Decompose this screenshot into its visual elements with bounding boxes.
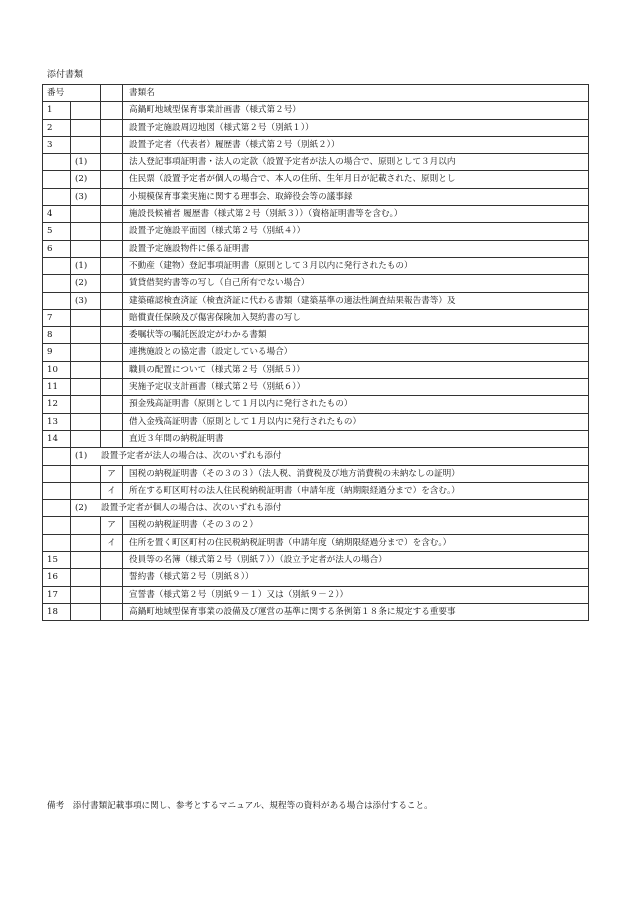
row-sub-number bbox=[71, 344, 101, 361]
row-item-mark bbox=[101, 240, 123, 257]
document-name-cell: 委嘱状等の嘱託医設定がわかる書類 bbox=[123, 327, 589, 344]
row-number: 11 bbox=[43, 379, 71, 396]
row-item-mark: イ bbox=[101, 482, 123, 499]
row-sub-number bbox=[71, 465, 101, 482]
sub-section-title: 設置予定者が法人の場合は、次のいずれも添付 bbox=[101, 451, 282, 462]
document-name-cell: 預金残高証明書（原則として１月以内に発行されたもの） bbox=[123, 396, 589, 413]
row-sub-number bbox=[71, 413, 101, 430]
document-name-cell: 住民票（設置予定者が個人の場合で、本人の住所、生年月日が記載された、原則とし bbox=[123, 171, 589, 188]
row-item-mark bbox=[101, 379, 123, 396]
document-name-cell: 設置予定施設周辺地図（様式第２号（別紙１）） bbox=[123, 119, 589, 136]
document-name-cell: 住所を置く町区町村の住民税納税証明書（申請年度（納期限経過分まで）を含む。） bbox=[123, 534, 589, 551]
sub-section-cell bbox=[71, 500, 589, 517]
row-item-mark bbox=[101, 171, 123, 188]
row-number bbox=[43, 171, 71, 188]
row-number: 16 bbox=[43, 569, 71, 586]
row-number bbox=[43, 500, 71, 517]
row-sub-number bbox=[71, 136, 101, 153]
row-sub-number bbox=[71, 396, 101, 413]
document-name-cell: 所在する町区町村の法人住民税納税証明書（申請年度（納期限経過分まで）を含む。） bbox=[123, 482, 589, 499]
document-name-cell: 誓約書（様式第２号（別紙８）） bbox=[123, 569, 589, 586]
document-name-cell: 借入金残高証明書（原則として１月以内に発行されたもの） bbox=[123, 413, 589, 430]
row-number: 10 bbox=[43, 361, 71, 378]
row-sub-number bbox=[71, 552, 101, 569]
row-sub-number: (1) bbox=[71, 154, 101, 171]
document-name-cell: 直近３年間の納税証明書 bbox=[123, 430, 589, 447]
table-row bbox=[43, 586, 589, 603]
row-sub-number bbox=[71, 379, 101, 396]
row-sub-number bbox=[71, 327, 101, 344]
attachments-table bbox=[42, 84, 589, 621]
document-name-cell: 連携施設との協定書（設定している場合） bbox=[123, 344, 589, 361]
row-sub-number: (2) bbox=[75, 503, 88, 514]
table-row bbox=[43, 413, 589, 430]
row-sub-number bbox=[71, 223, 101, 240]
row-number bbox=[43, 465, 71, 482]
document-name-cell: 国税の納税証明書（その３の２） bbox=[123, 517, 589, 534]
row-sub-number: (1) bbox=[71, 257, 101, 274]
row-sub-number bbox=[71, 586, 101, 603]
table-row bbox=[43, 396, 589, 413]
table-row bbox=[43, 102, 589, 119]
document-name-cell: 設置予定施設物件に係る証明書 bbox=[123, 240, 589, 257]
document-name-cell: 国税の納税証明書（その３の３）（法人税、消費税及び地方消費税の未納なしの証明） bbox=[123, 465, 589, 482]
row-number: 7 bbox=[43, 309, 71, 326]
row-sub-number bbox=[71, 240, 101, 257]
row-number: 18 bbox=[43, 603, 71, 620]
table-row bbox=[43, 500, 589, 517]
row-number: 3 bbox=[43, 136, 71, 153]
document-name-cell: 設置予定施設平面図（様式第２号（別紙４）） bbox=[123, 223, 589, 240]
row-number bbox=[43, 275, 71, 292]
row-item-mark bbox=[101, 102, 123, 119]
row-sub-number bbox=[71, 482, 101, 499]
table-row bbox=[43, 534, 589, 551]
row-item-mark bbox=[101, 396, 123, 413]
row-item-mark bbox=[101, 206, 123, 223]
document-title: 添付書類 bbox=[47, 70, 84, 80]
row-item-mark bbox=[101, 361, 123, 378]
row-number: 1 bbox=[43, 102, 71, 119]
sub-section-title: 設置予定者が個人の場合は、次のいずれも添付 bbox=[101, 503, 282, 514]
document-name-cell: 施設長候補者 履歴書（様式第２号（別紙３））（資格証明書等を含む。） bbox=[123, 206, 589, 223]
table-row bbox=[43, 465, 589, 482]
row-sub-number bbox=[71, 361, 101, 378]
row-sub-number bbox=[71, 430, 101, 447]
table-row bbox=[43, 327, 589, 344]
row-sub-number bbox=[71, 206, 101, 223]
table-row bbox=[43, 257, 589, 274]
row-item-mark bbox=[101, 275, 123, 292]
row-sub-number bbox=[71, 102, 101, 119]
row-number: 14 bbox=[43, 430, 71, 447]
row-item-mark: イ bbox=[101, 534, 123, 551]
document-name-cell: 不動産（建物）登記事項証明書（原則として３月以内に発行されたもの） bbox=[123, 257, 589, 274]
document-name-cell: 職員の配置について（様式第２号（別紙５）） bbox=[123, 361, 589, 378]
row-sub-number bbox=[71, 534, 101, 551]
row-item-mark: ア bbox=[101, 465, 123, 482]
remarks-note: 備考 添付書類記載事項に関し、参考とするマニュアル、規程等の資料がある場合は添付すること。 bbox=[47, 801, 433, 811]
row-item-mark bbox=[101, 119, 123, 136]
row-number: 5 bbox=[43, 223, 71, 240]
row-item-mark bbox=[101, 327, 123, 344]
row-sub-number: (3) bbox=[71, 292, 101, 309]
row-number: 17 bbox=[43, 586, 71, 603]
row-number bbox=[43, 482, 71, 499]
row-item-mark bbox=[101, 569, 123, 586]
row-item-mark bbox=[101, 188, 123, 205]
header-number: 番号 bbox=[43, 85, 101, 102]
row-sub-number bbox=[71, 119, 101, 136]
table-row bbox=[43, 430, 589, 447]
row-item-mark bbox=[101, 309, 123, 326]
table-row bbox=[43, 223, 589, 240]
row-number bbox=[43, 534, 71, 551]
document-name-cell: 高鍋町地域型保育事業の設備及び運営の基準に関する条例第１８条に規定する重要事 bbox=[123, 603, 589, 620]
row-item-mark bbox=[101, 603, 123, 620]
row-item-mark bbox=[101, 154, 123, 171]
document-name-cell: 役員等の名簿（様式第２号（別紙７））（設立予定者が法人の場合） bbox=[123, 552, 589, 569]
table-row bbox=[43, 240, 589, 257]
row-item-mark bbox=[101, 136, 123, 153]
header-document-name: 書類名 bbox=[123, 85, 589, 102]
row-number: 15 bbox=[43, 552, 71, 569]
table-row bbox=[43, 379, 589, 396]
document-name-cell: 小規模保育事業実施に関する理事会、取締役会等の議事録 bbox=[123, 188, 589, 205]
row-item-mark bbox=[101, 586, 123, 603]
row-sub-number bbox=[71, 517, 101, 534]
row-number: 2 bbox=[43, 119, 71, 136]
table-row bbox=[43, 448, 589, 465]
row-sub-number bbox=[71, 603, 101, 620]
row-number: 6 bbox=[43, 240, 71, 257]
document-name-cell: 賠償責任保険及び傷害保険加入契約書の写し bbox=[123, 309, 589, 326]
document-name-cell: 法人登記事項証明書・法人の定款（設置予定者が法人の場合で、原則として３月以内 bbox=[123, 154, 589, 171]
row-sub-number: (2) bbox=[71, 275, 101, 292]
row-number: 8 bbox=[43, 327, 71, 344]
document-name-cell: 設置予定者（代表者）履歴書（様式第２号（別紙２）） bbox=[123, 136, 589, 153]
table-row bbox=[43, 569, 589, 586]
table-row bbox=[43, 275, 589, 292]
table-header-row bbox=[43, 85, 589, 102]
table-row bbox=[43, 309, 589, 326]
row-number bbox=[43, 292, 71, 309]
header-blank bbox=[101, 85, 123, 102]
row-item-mark bbox=[101, 344, 123, 361]
row-number bbox=[43, 517, 71, 534]
row-number bbox=[43, 154, 71, 171]
row-number bbox=[43, 448, 71, 465]
row-sub-number: (3) bbox=[71, 188, 101, 205]
table-row bbox=[43, 206, 589, 223]
row-item-mark bbox=[101, 413, 123, 430]
document-name-cell: 宣誓書（様式第２号（別紙９－１）又は（別紙９－２）） bbox=[123, 586, 589, 603]
row-item-mark bbox=[101, 223, 123, 240]
row-sub-number bbox=[71, 569, 101, 586]
document-name-cell: 建築確認検査済証（検査済証に代わる書類（建築基準の適法性調査結果報告書等）及 bbox=[123, 292, 589, 309]
table-row bbox=[43, 552, 589, 569]
row-item-mark bbox=[101, 257, 123, 274]
row-sub-number bbox=[71, 309, 101, 326]
table-row bbox=[43, 188, 589, 205]
sub-section-cell bbox=[71, 448, 589, 465]
document-name-cell: 賃貸借契約書等の写し（自己所有でない場合） bbox=[123, 275, 589, 292]
row-number: 4 bbox=[43, 206, 71, 223]
row-sub-number: (1) bbox=[75, 451, 88, 462]
row-item-mark bbox=[101, 292, 123, 309]
row-sub-number: (2) bbox=[71, 171, 101, 188]
row-number: 13 bbox=[43, 413, 71, 430]
table-row bbox=[43, 482, 589, 499]
row-number bbox=[43, 257, 71, 274]
row-item-mark bbox=[101, 430, 123, 447]
row-number: 9 bbox=[43, 344, 71, 361]
table-row bbox=[43, 344, 589, 361]
row-item-mark: ア bbox=[101, 517, 123, 534]
row-number: 12 bbox=[43, 396, 71, 413]
document-name-cell: 高鍋町地域型保育事業計画書（様式第２号） bbox=[123, 102, 589, 119]
row-number bbox=[43, 188, 71, 205]
document-name-cell: 実施予定収支計画書（様式第２号（別紙６）） bbox=[123, 379, 589, 396]
row-item-mark bbox=[101, 552, 123, 569]
